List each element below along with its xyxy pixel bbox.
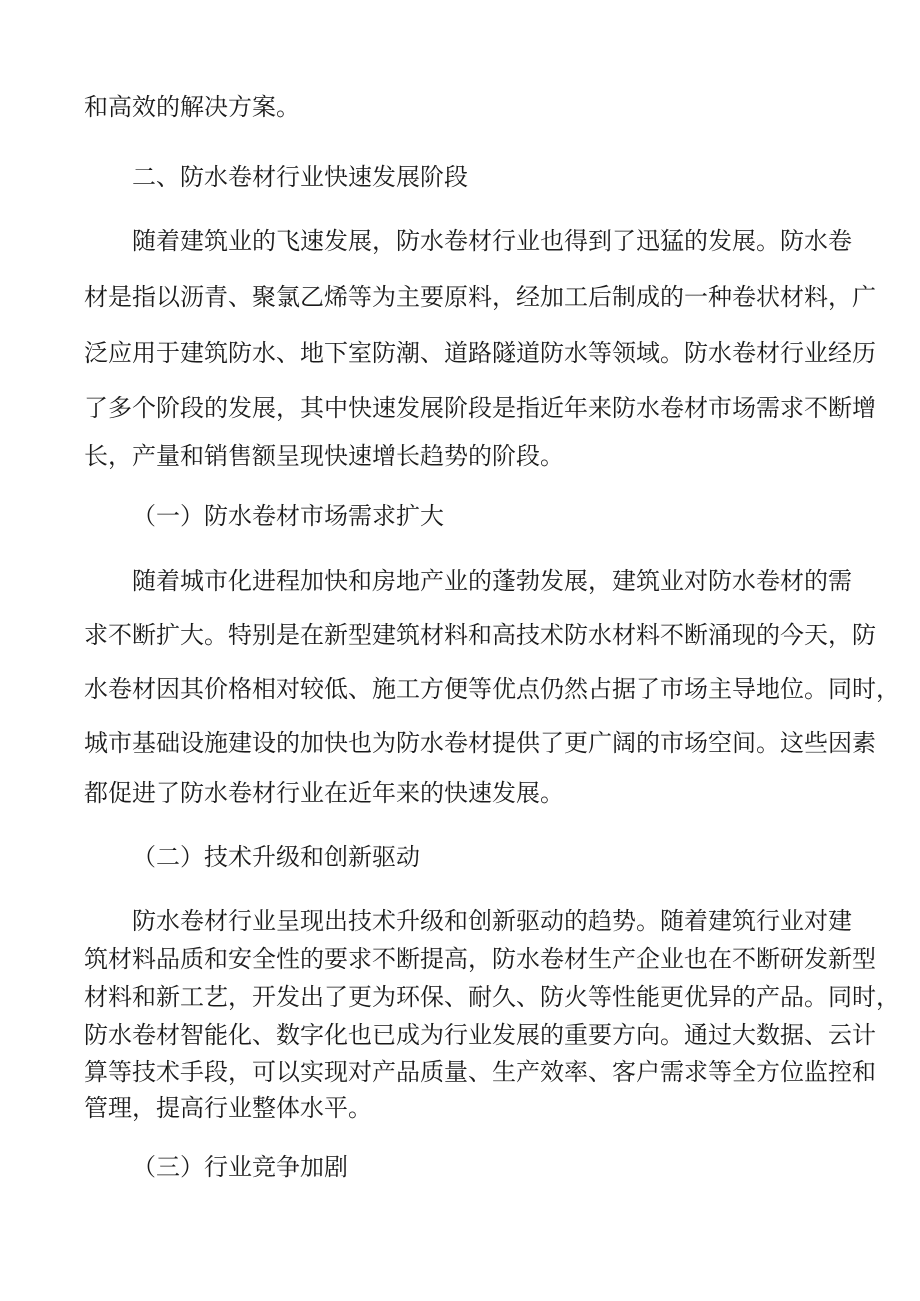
section-heading: 二、防水卷材行业快速发展阶段 [132, 163, 468, 191]
paragraph-line: 了多个阶段的发展，其中快速发展阶段是指近年来防水卷材市场需求不断增 [84, 394, 876, 422]
paragraph-line: 求不断扩大。特别是在新型建筑材料和高技术防水材料不断涌现的今天，防 [84, 621, 876, 649]
paragraph-line: 长，产量和销售额呈现快速增长趋势的阶段。 [84, 442, 564, 470]
paragraph-line: 筑材料品质和安全性的要求不断提高，防水卷材生产企业也在不断研发新型 [84, 945, 876, 973]
paragraph-line: 材料和新工艺，开发出了更为环保、耐久、防火等性能更优异的产品。同时， [84, 983, 900, 1011]
subsection-heading: （二）技术升级和创新驱动 [132, 843, 420, 871]
paragraph-line: 材是指以沥青、聚氯乙烯等为主要原料，经加工后制成的一种卷状材料，广 [84, 283, 876, 311]
paragraph-line: 算等技术手段，可以实现对产品质量、生产效率、客户需求等全方位监控和 [84, 1058, 876, 1086]
paragraph-line: 随着城市化进程加快和房地产业的蓬勃发展，建筑业对防水卷材的需 [132, 567, 852, 595]
paragraph-line: 管理，提高行业整体水平。 [84, 1094, 372, 1122]
paragraph-line: 随着建筑业的飞速发展，防水卷材行业也得到了迅猛的发展。防水卷 [132, 227, 852, 255]
paragraph-line: 都促进了防水卷材行业在近年来的快速发展。 [84, 779, 564, 807]
paragraph-line: 水卷材因其价格相对较低、施工方便等优点仍然占据了市场主导地位。同时， [84, 675, 900, 703]
paragraph-line: 城市基础设施建设的加快也为防水卷材提供了更广阔的市场空间。这些因素 [84, 729, 876, 757]
subsection-heading: （一）防水卷材市场需求扩大 [132, 502, 444, 530]
subsection-heading: （三）行业竞争加剧 [132, 1153, 348, 1181]
paragraph-line: 防水卷材行业呈现出技术升级和创新驱动的趋势。随着建筑行业对建 [132, 907, 852, 935]
paragraph-tail: 和高效的解决方案。 [84, 93, 300, 121]
paragraph-line: 泛应用于建筑防水、地下室防潮、道路隧道防水等领域。防水卷材行业经历 [84, 339, 876, 367]
paragraph-line: 防水卷材智能化、数字化也已成为行业发展的重要方向。通过大数据、云计 [84, 1021, 876, 1049]
